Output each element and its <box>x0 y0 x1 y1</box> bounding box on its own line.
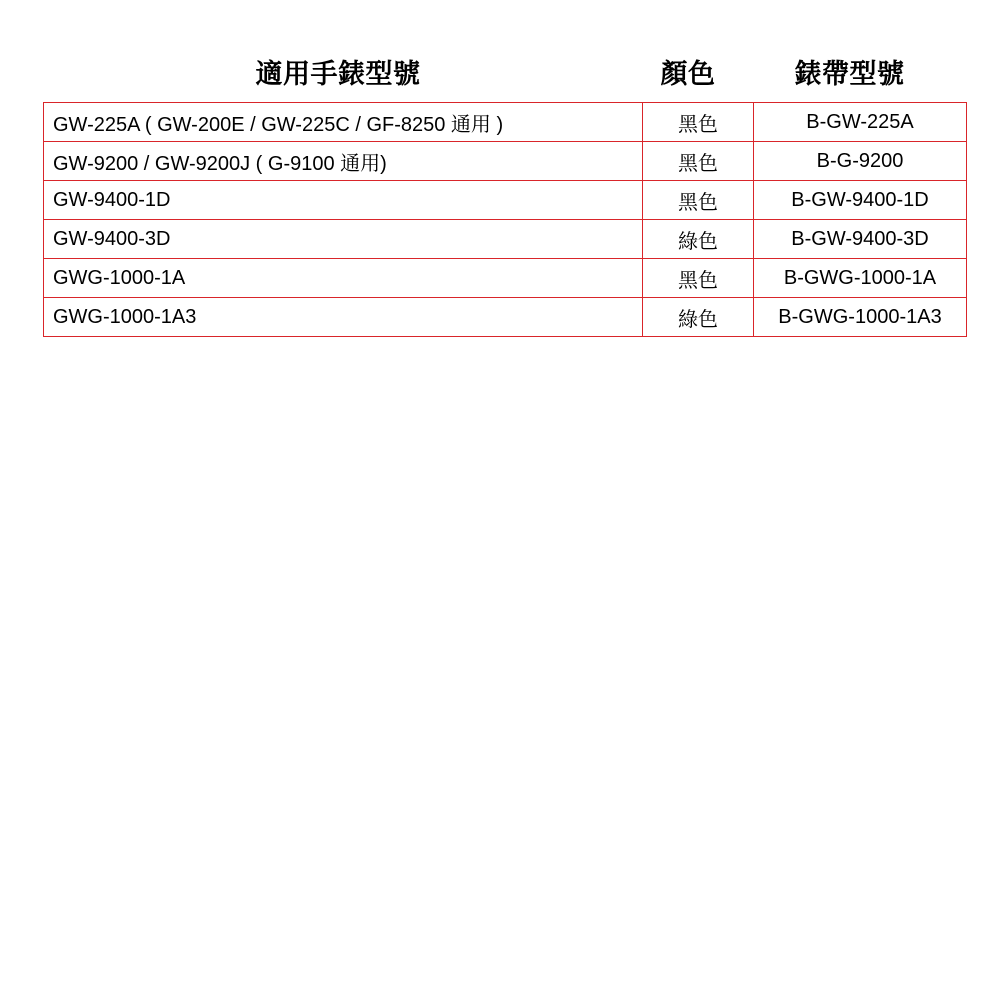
band-model-cell: B-GW-9400-1D <box>754 181 967 220</box>
table-row <box>44 220 967 259</box>
band-model-cell: B-GWG-1000-1A3 <box>754 298 967 337</box>
color-cell: 黑色 <box>643 103 754 142</box>
band-model-cell: B-GWG-1000-1A <box>754 259 967 298</box>
color-cell: 黑色 <box>643 142 754 181</box>
color-cell: 黑色 <box>643 181 754 220</box>
table-row <box>44 181 967 220</box>
table-row <box>44 259 967 298</box>
header-color: 顏色 <box>660 59 716 89</box>
header-compatible-watch-model: 適用手錶型號 <box>255 59 421 89</box>
watch-model-cell: GW-9200 / GW-9200J ( G-9100 通用) <box>44 142 643 181</box>
color-cell: 黑色 <box>643 259 754 298</box>
watch-model-cell: GW-9400-3D <box>44 220 643 259</box>
band-model-cell: B-GW-225A <box>754 103 967 142</box>
band-model-cell: B-GW-9400-3D <box>754 220 967 259</box>
table-row <box>44 298 967 337</box>
table-row <box>44 142 967 181</box>
compatibility-table <box>43 102 967 337</box>
watch-model-cell: GWG-1000-1A3 <box>44 298 643 337</box>
watch-model-cell: GWG-1000-1A <box>44 259 643 298</box>
header-band-model: 錶帶型號 <box>794 59 905 89</box>
watch-model-cell: GW-225A ( GW-200E / GW-225C / GF-8250 通用 ) <box>44 103 643 142</box>
color-cell: 綠色 <box>643 220 754 259</box>
table-row <box>44 103 967 142</box>
table-header <box>43 52 956 96</box>
color-cell: 綠色 <box>643 298 754 337</box>
watch-model-cell: GW-9400-1D <box>44 181 643 220</box>
band-model-cell: B-G-9200 <box>754 142 967 181</box>
